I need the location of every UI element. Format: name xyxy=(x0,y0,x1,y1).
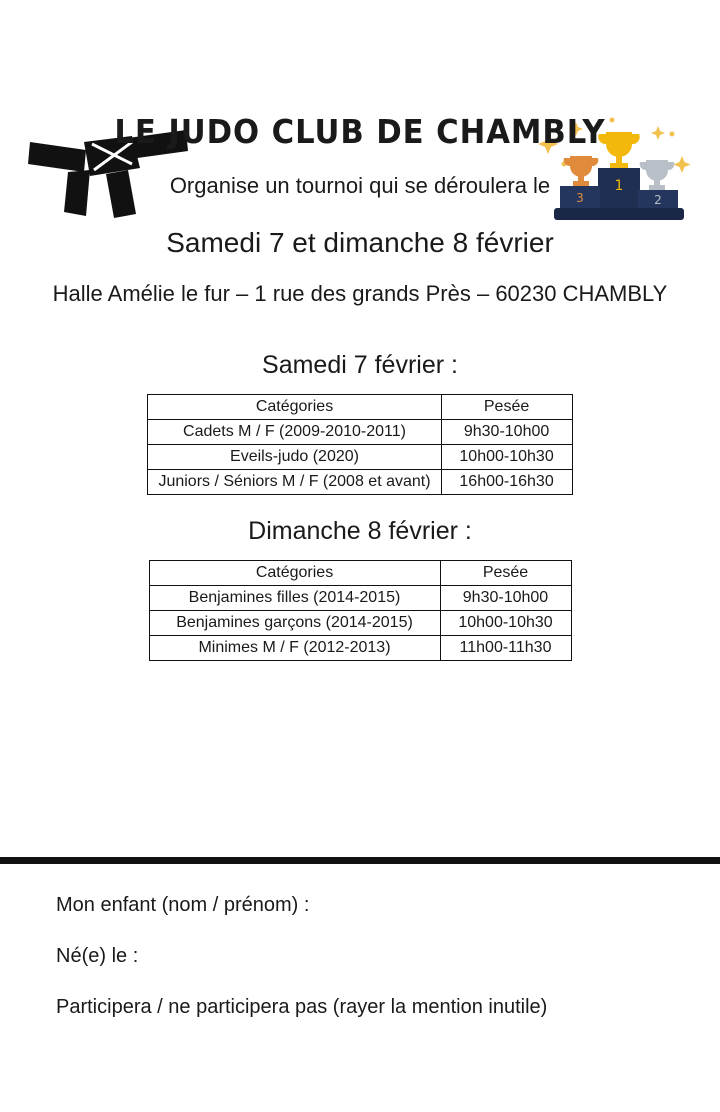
cell-weighin: 16h00-16h30 xyxy=(441,470,572,495)
form-line-child-name: Mon enfant (nom / prénom) : xyxy=(56,894,310,916)
cell-category: Benjamines garçons (2014-2015) xyxy=(149,611,440,636)
column-header-weighin: Pesée xyxy=(440,561,571,586)
svg-text:3: 3 xyxy=(576,191,584,205)
schedule-table-saturday xyxy=(147,394,572,495)
schedule-table-sunday xyxy=(149,560,572,661)
day-heading-sunday: Dimanche 8 février : xyxy=(248,517,472,545)
table-header-row xyxy=(149,561,571,586)
cell-category: Eveils-judo (2020) xyxy=(148,445,441,470)
form-line-birthdate: Né(e) le : xyxy=(56,945,139,967)
form-line-participation: Participera / ne participera pas (rayer la mention inutile) xyxy=(56,996,548,1018)
authorization-form xyxy=(56,894,680,1047)
cell-category: Juniors / Séniors M / F (2008 et avant) xyxy=(148,470,441,495)
cell-category: Minimes M / F (2012-2013) xyxy=(149,636,440,661)
cell-weighin: 9h30-10h00 xyxy=(440,586,571,611)
cell-weighin: 11h00-11h30 xyxy=(440,636,571,661)
column-header-weighin: Pesée xyxy=(441,395,572,420)
svg-text:1: 1 xyxy=(614,178,624,194)
event-venue: Halle Amélie le fur – 1 rue des grands Près – 60230 CHAMBLY xyxy=(52,281,668,306)
table-row xyxy=(149,636,571,661)
page-title: LE JUDO CLUB DE CHAMBLY xyxy=(114,112,606,151)
day-heading-saturday: Samedi 7 février : xyxy=(262,351,458,379)
cell-weighin: 10h00-10h30 xyxy=(440,611,571,636)
table-row xyxy=(148,445,572,470)
cell-weighin: 9h30-10h00 xyxy=(441,420,572,445)
svg-text:2: 2 xyxy=(654,193,662,207)
subtitle: Organise un tournoi qui se déroulera le xyxy=(169,173,551,198)
section-divider xyxy=(0,857,720,864)
cell-weighin: 10h00-10h30 xyxy=(441,445,572,470)
event-dates: Samedi 7 et dimanche 8 février xyxy=(166,227,554,258)
cell-category: Cadets M / F (2009-2010-2011) xyxy=(148,420,441,445)
cell-category: Benjamines filles (2014-2015) xyxy=(149,586,440,611)
table-row xyxy=(149,586,571,611)
table-header-row xyxy=(148,395,572,420)
table-row xyxy=(149,611,571,636)
column-header-categories: Catégories xyxy=(148,395,441,420)
table-row xyxy=(148,420,572,445)
table-row xyxy=(148,470,572,495)
column-header-categories: Catégories xyxy=(149,561,440,586)
